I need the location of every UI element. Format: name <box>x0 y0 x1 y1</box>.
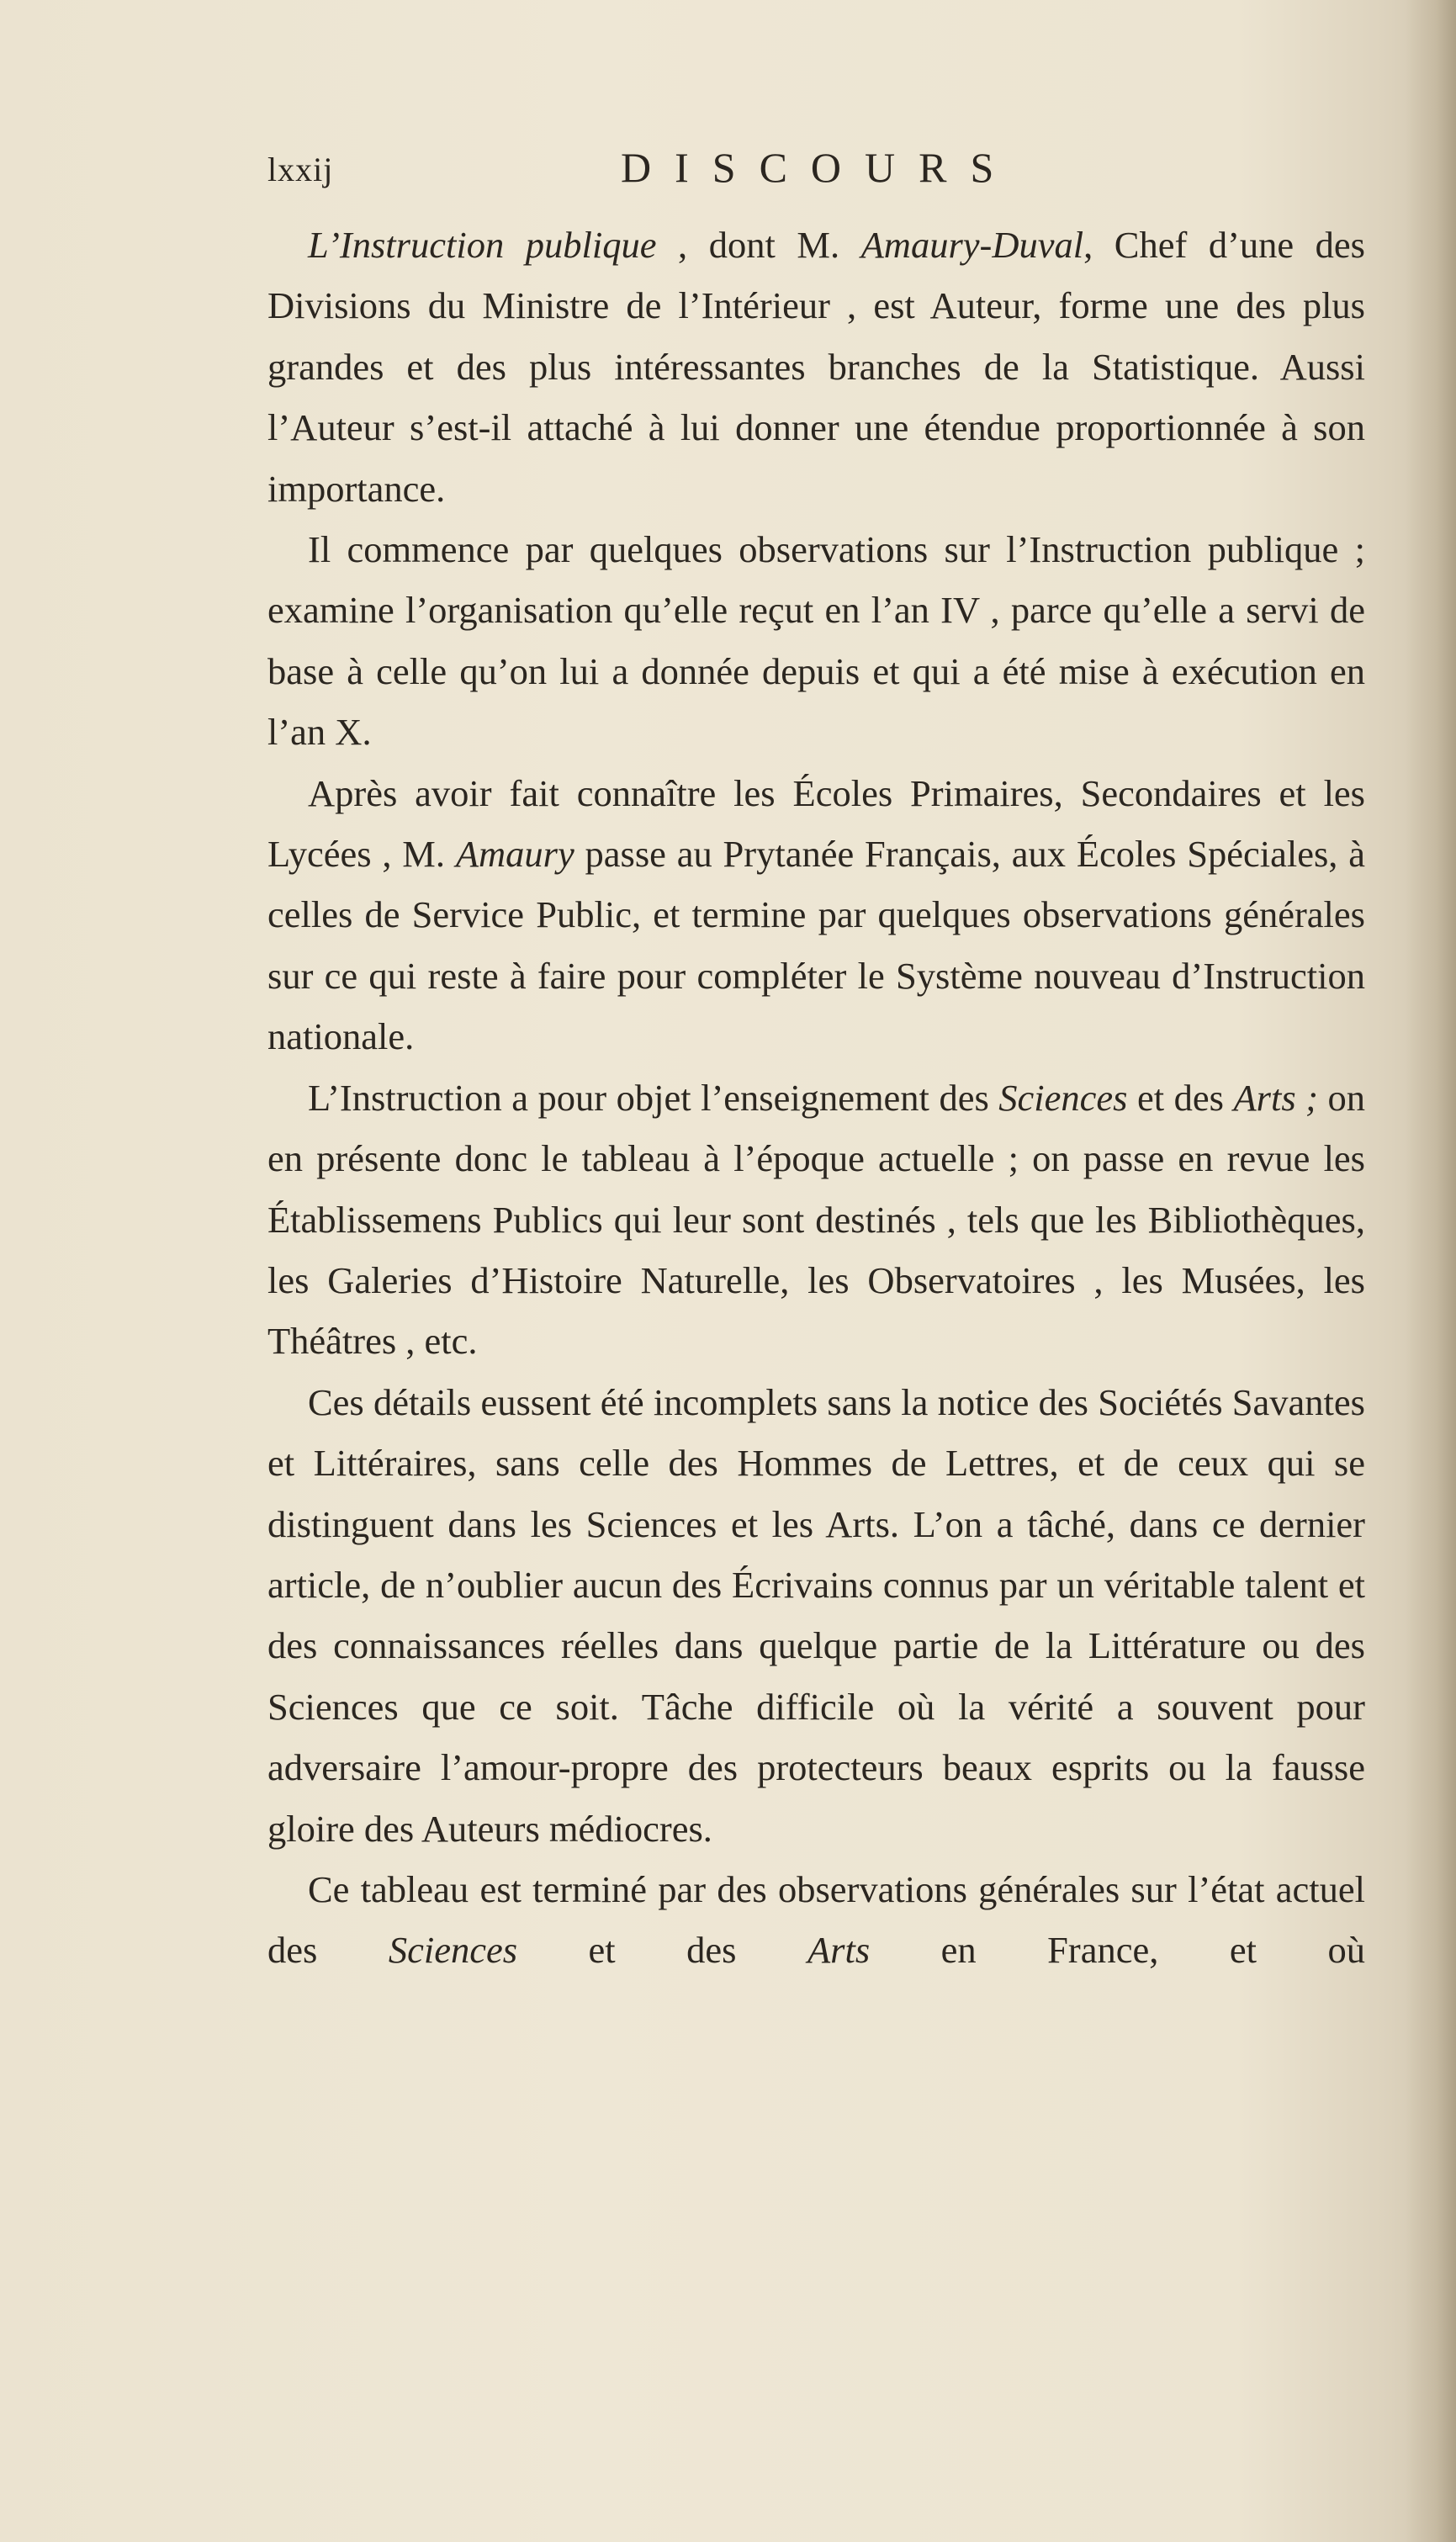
paragraph-societes-savantes <box>267 1372 1365 1859</box>
text-segment: Amaury-Duval <box>860 224 1084 266</box>
body-text <box>267 214 1365 1981</box>
page-header <box>267 143 1361 202</box>
running-title: DISCOURS <box>621 144 1018 191</box>
paragraph-ecoles <box>267 763 1365 1067</box>
text-segment: Sciences <box>998 1076 1128 1119</box>
page-number: lxxij <box>267 151 334 188</box>
paragraph-organisation <box>267 519 1365 763</box>
text-segment: L’Instruction a pour objet l’enseignement des <box>308 1076 999 1119</box>
text-segment: Amaury <box>455 833 574 876</box>
text-segment: , dont M. <box>656 224 861 266</box>
text-segment: , Chef d’une des Divisions du Ministre de l’Intérieur , est Auteur, forme une des plus grandes et des plus intéressantes branches de la Statistique. Aussi l’Auteur s’est-il attaché à lui donner une étendue proportionnée à son importance. <box>267 224 1365 510</box>
text-segment: et des <box>517 1929 807 1972</box>
text-segment: passe au Prytanée Français, aux Écoles Spéciales, à celles de Service Public, et termine par quelques observations générales sur ce qui reste à faire pour compléter le Système nouveau d’Instruction nationale. <box>267 833 1365 1058</box>
text-segment: Après avoir fait connaître les Écoles Primaires, Secondaires et les Lycées , M. <box>267 771 1365 876</box>
text-segment: Arts <box>807 1929 871 1972</box>
paragraph-conclusion <box>267 1859 1365 1981</box>
text-segment: Sciences <box>388 1929 518 1972</box>
text-segment: Arts ; <box>1233 1076 1318 1119</box>
paragraph-instruction-publique <box>267 214 1365 519</box>
paragraph-sciences-arts <box>267 1067 1365 1372</box>
text-segment: Ce tableau est terminé par des observations générales sur l’état actuel des <box>267 1867 1365 1972</box>
text-segment: et des <box>1127 1076 1234 1119</box>
text-segment: L’Instruction publique <box>308 224 657 266</box>
text-segment: Ces détails eussent été incomplets sans la notice des Sociétés Savantes et Littéraires, sans celle des Hommes de Lettres, et de ceux qui se distinguent dans les Sciences et les Arts. L’on a tâché, dans ce dernier article, de n’oublier aucun des Écrivains connus par un véritable talent et des connaissances réelles dans quelque partie de la Littérature ou des Sciences que ce soit. Tâche difficile où la vérité a souvent pour adversaire l’amour-propre des protecteurs beaux esprits ou la fausse gloire des Auteurs médiocres. <box>267 1380 1365 1850</box>
text-segment: en France, et où <box>870 1929 1365 1972</box>
text-segment: on en présente donc le tableau à l’époque actuelle ; on passe en revue les Établissemens Publics qui leur sont destinés , tels que les Bibliothèques, les Galeries d’Histoire Naturelle, les Observatoires , les Musées, les Théâtres , etc. <box>267 1076 1366 1363</box>
page-edge-shadow <box>1406 0 1456 2542</box>
text-segment: Il commence par quelques observations sur l’Instruction publique ; examine l’organisation qu’elle reçut en l’an IV , parce qu’elle a servi de base à celle qu’on lui a donnée depuis et qui a été mise à exécution en l’an X. <box>267 528 1365 754</box>
